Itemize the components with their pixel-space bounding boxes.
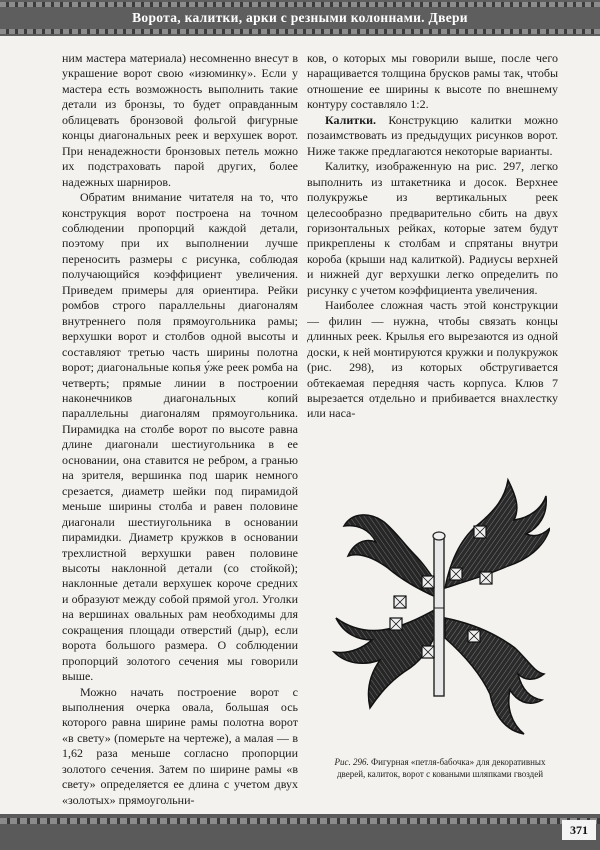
butterfly-hinge-illustration (330, 468, 550, 748)
paragraph: ков, о которых мы говорили выше, после чего наращивается толщина брусков рамы так, чтобы отношение ее ширины к высоте по внешнему контуру составляло 1:2. (307, 51, 558, 112)
paragraph-text: Конструкцию калитки можно позаимствовать из предыдущих рисунков ворот. Ниже также предлагаются некоторые варианты. (307, 112, 558, 158)
paragraph: Можно начать построение ворот с выполнения очерка овала, большая ось которого равна ширине рамы полотна ворот «в свету» (померьте на чертеже), а малая — в 1,62 раза меньше согласно пропорции золотого сечения. Затем по ширине рамы «в свету» определяется ее длина с учетом двух «золотых» прямоугольни- (62, 684, 298, 807)
figure-caption-label: Рис. 296. (334, 757, 369, 767)
paragraph: Наиболее сложная часть этой конструкции — филин — нужна, чтобы связать концы длинных реек. Крылья его вырезаются из одной доски, к ней монтируются кружки и полукружок (рис. 298), из которых обстругивается обтекаемая передняя часть корпуса. Клюв 7 вырезается отдельно и прибивается внахлестку или наса- (307, 298, 558, 421)
header-ornament-band (0, 0, 600, 36)
hinge-pin-cap (433, 532, 445, 540)
page-number: 371 (562, 820, 596, 840)
figure-caption (330, 756, 550, 780)
left-text-column (62, 51, 298, 811)
paragraph: Калитку, изображенную на рис. 297, легко выполнить из штакетника и досок. Верхнее полукружье из вертикальных реек целесообразно предварительно сбить на двух горизонтальных рейках, которые затем будут прикреплены к столбам и спрятаны внутри короба (крыши над калиткой). Радиусы верхней и нижней дуг верхушки легко определить по рисунку с учетом коэффициента увеличения. (307, 159, 558, 297)
section-heading-kalitki: Калитки. (325, 112, 377, 127)
right-text-column (307, 51, 558, 471)
paragraph: ним мастера материала) несомненно внесут в украшение ворот свою «изюминку». Если у мастера есть возможность выполнить такие детали из бронзы, то будет оправданным облицевать бронзовой фольгой фигурные концы диагональных реек и верхушек ворот. При ненадежности бронзовых петель можно их подстраховать парой других, более надежных шарниров. (62, 51, 298, 189)
figure-caption-text: Фигурная «петля-бабочка» для декоративных дверей, калиток, ворот с коваными шляпками гвоздей (336, 757, 546, 779)
hinge-wing-lower-right (445, 618, 544, 734)
paragraph-with-heading (307, 113, 558, 159)
paragraph: Обратим внимание читателя на то, что конструкция ворот построена на точном соблюдении пропорций каждой детали, поэтому при их выполнении лучше переносить размеры с рисунка, соблюдая получающийся коэффициент увеличения. Приведем примеры для ориентира. Рейки ромбов строго параллельны диагоналям внутреннего поля прямоугольника рамы; верхушки ворот и столбов одной высоты и составляют третью часть ширины полотна ворот; диагональные копья у́же реек ромба на четверть; прямые линии в построении наконечников диагональных копий параллельны диагоналям прямоугольника. Пирамидка на столбе ворот по высоте равна длине диагонали шестиугольника в ее основании, она ставится не ребром, а гранью на зрителя, вершинка под шарик немного срезается, диаметр шейки под пирамидой меньше ширины столба и равен половине диагонали шестиугольника в основании пирамидки. Диаметр кружков в основании трехлистной верхушки равен половине высоты наклонной детали (со стойкой); наклонные детали верхушек короче средних и образуют между собой прямой угол. Уголки на вершинах овальных рам необходимы для сокращения площади отверстий (дыр), если ворота большого размера. О соблюдении пропорций золотого сечения мы говорили выше. (62, 190, 298, 684)
running-header-title: Ворота, калитки, арки с резными колоннами. Двери (132, 10, 468, 25)
footer-ornament-band (0, 814, 600, 850)
hinge-pin (434, 536, 444, 696)
